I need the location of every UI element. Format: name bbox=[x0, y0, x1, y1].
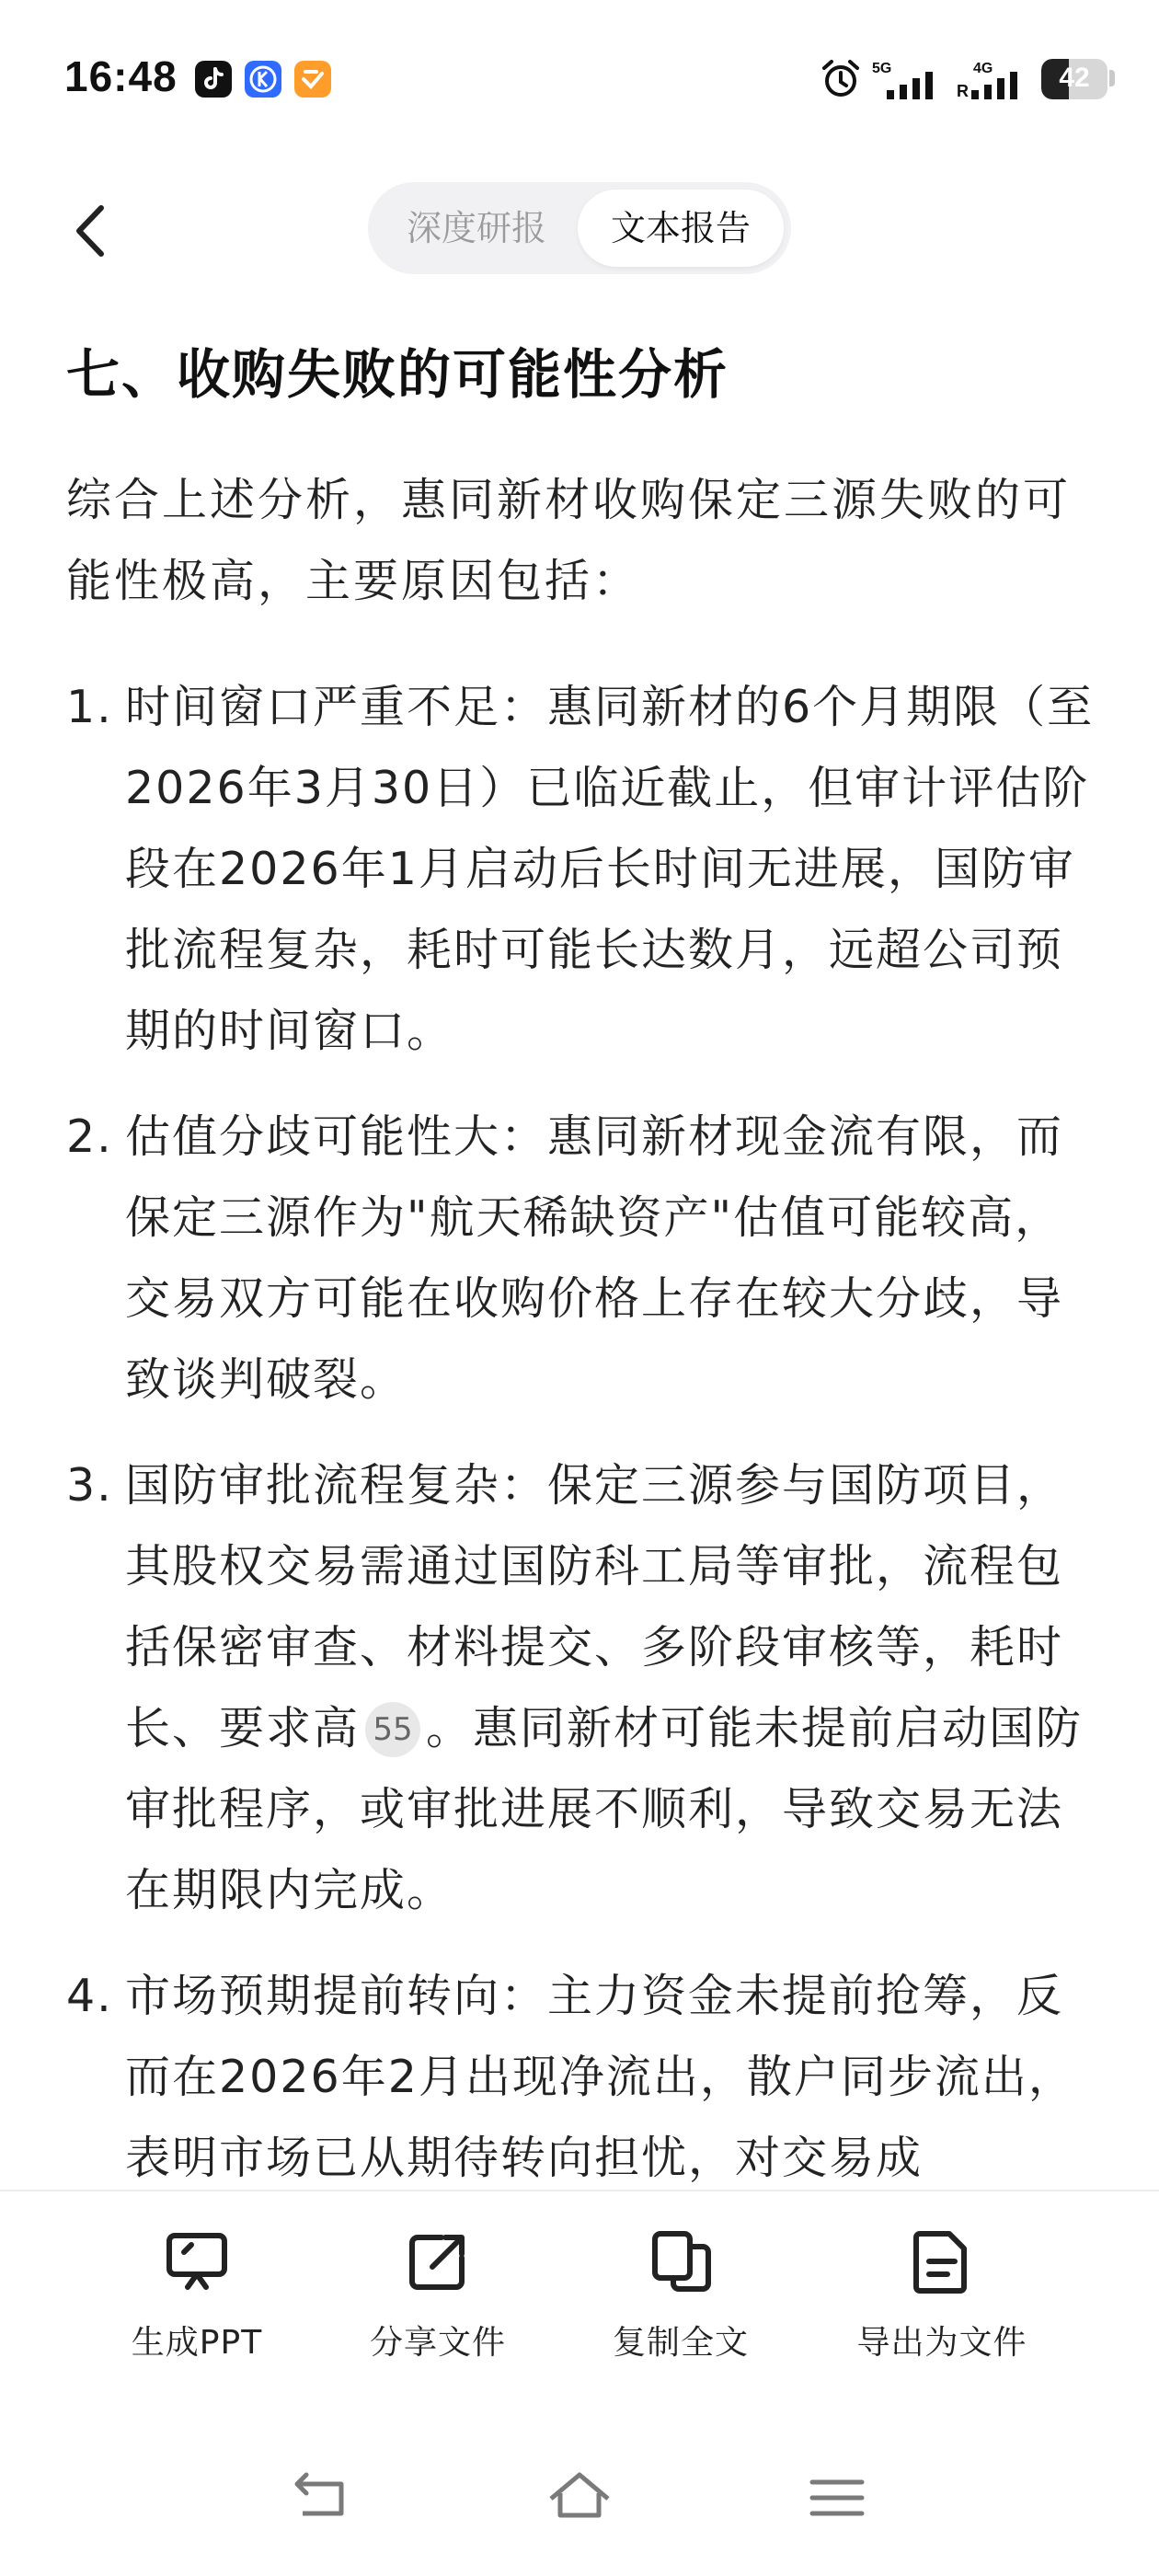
k-app-icon bbox=[245, 61, 281, 98]
list-item-number: 1. bbox=[66, 681, 113, 733]
list-item-number: 2. bbox=[66, 1110, 113, 1163]
header bbox=[0, 175, 1159, 276]
chevron-left-icon bbox=[55, 190, 138, 272]
signal-5g-icon bbox=[872, 61, 938, 101]
nav-home-button[interactable] bbox=[538, 2456, 621, 2539]
tiktok-icon bbox=[195, 61, 232, 98]
alarm-icon bbox=[819, 57, 863, 101]
list-item-text: 估值分歧可能性大：惠同新材现金流有限，而保定三源作为"航天稀缺资产"估值可能较高，交易双方可能在收购价格上存在较大分歧，导致谈判破裂。 bbox=[125, 1110, 1064, 1406]
battery-tip bbox=[1109, 70, 1115, 86]
tab-text-report[interactable]: 文本报告 bbox=[578, 190, 784, 267]
list-item-text: 市场预期提前转向：主力资金未提前抢筹，反而在2026年2月出现净流出，散户同步流出，表明市场已从期待转向担忧，对交易成 bbox=[125, 1970, 1075, 2184]
copy-all-button[interactable] bbox=[570, 2226, 791, 2364]
action-toolbar bbox=[0, 2190, 1159, 2383]
export-file-label: 导出为文件 bbox=[856, 2324, 1027, 2362]
list-item bbox=[66, 1445, 1106, 1931]
citation-badge[interactable]: 55 bbox=[365, 1702, 420, 1757]
status-bar bbox=[0, 0, 1159, 156]
list-item bbox=[66, 667, 1106, 1072]
battery-icon bbox=[1041, 59, 1107, 99]
list-item bbox=[66, 1956, 1106, 2190]
section-title: 七、收购失败的可能性分析 bbox=[66, 343, 729, 406]
back-button[interactable] bbox=[55, 190, 138, 272]
system-navigation-bar bbox=[0, 2447, 1159, 2576]
export-file-button[interactable] bbox=[832, 2226, 1052, 2364]
nav-menu-button[interactable] bbox=[796, 2456, 878, 2539]
network-label-5g: 5G bbox=[872, 61, 892, 76]
document-icon bbox=[907, 2226, 977, 2296]
battery-level: 42 bbox=[1059, 63, 1090, 93]
share-file-button[interactable] bbox=[327, 2226, 548, 2364]
return-icon bbox=[281, 2456, 363, 2539]
copy-all-label: 复制全文 bbox=[612, 2324, 749, 2362]
generate-ppt-label: 生成PPT bbox=[131, 2324, 263, 2362]
menu-icon bbox=[796, 2456, 878, 2539]
list-item-number: 3. bbox=[66, 1459, 113, 1512]
list-item-number: 4. bbox=[66, 1970, 113, 2022]
nav-back-button[interactable] bbox=[281, 2456, 363, 2539]
tab-deep-report[interactable]: 深度研报 bbox=[406, 208, 546, 248]
network-label-4g: 4G bbox=[973, 61, 993, 76]
roaming-label: R bbox=[957, 82, 969, 100]
list-item-text: 时间窗口严重不足：惠同新材的6个月期限（至2026年3月30日）已临近截止，但审计评估阶段在2026年1月启动后长时间无进展，国防审批流程复杂，耗时可能长达数月，远超公司预期的时间窗口。 bbox=[125, 681, 1095, 1057]
list-item-text: 国防审批流程复杂：保定三源参与国防项目，其股权交易需通过国防科工局等审批，流程包括保密审查、材料提交、多阶段审核等，耗时长、要求高 bbox=[125, 1459, 1064, 1754]
status-time: 16:48 bbox=[64, 52, 178, 100]
home-icon bbox=[538, 2456, 621, 2539]
copy-icon bbox=[646, 2226, 716, 2296]
list-item-text-continued: 。惠同新材可能未提前启动国防审批程序，或审批进展不顺利，导致交易无法在期限内完成。 bbox=[125, 1702, 1084, 1916]
view-switcher bbox=[368, 182, 791, 274]
report-content bbox=[0, 276, 1159, 2190]
presentation-icon bbox=[162, 2226, 232, 2296]
reason-list bbox=[66, 667, 1106, 2190]
list-item bbox=[66, 1097, 1106, 1420]
intro-paragraph: 综合上述分析，惠同新材收购保定三源失败的可能性极高，主要原因包括： bbox=[66, 474, 1072, 607]
share-file-label: 分享文件 bbox=[369, 2324, 506, 2362]
status-indicators bbox=[791, 53, 1159, 105]
signal-4g-icon bbox=[957, 61, 1023, 101]
generate-ppt-button[interactable] bbox=[86, 2226, 307, 2364]
share-icon bbox=[403, 2226, 473, 2296]
z-app-icon bbox=[294, 61, 331, 98]
